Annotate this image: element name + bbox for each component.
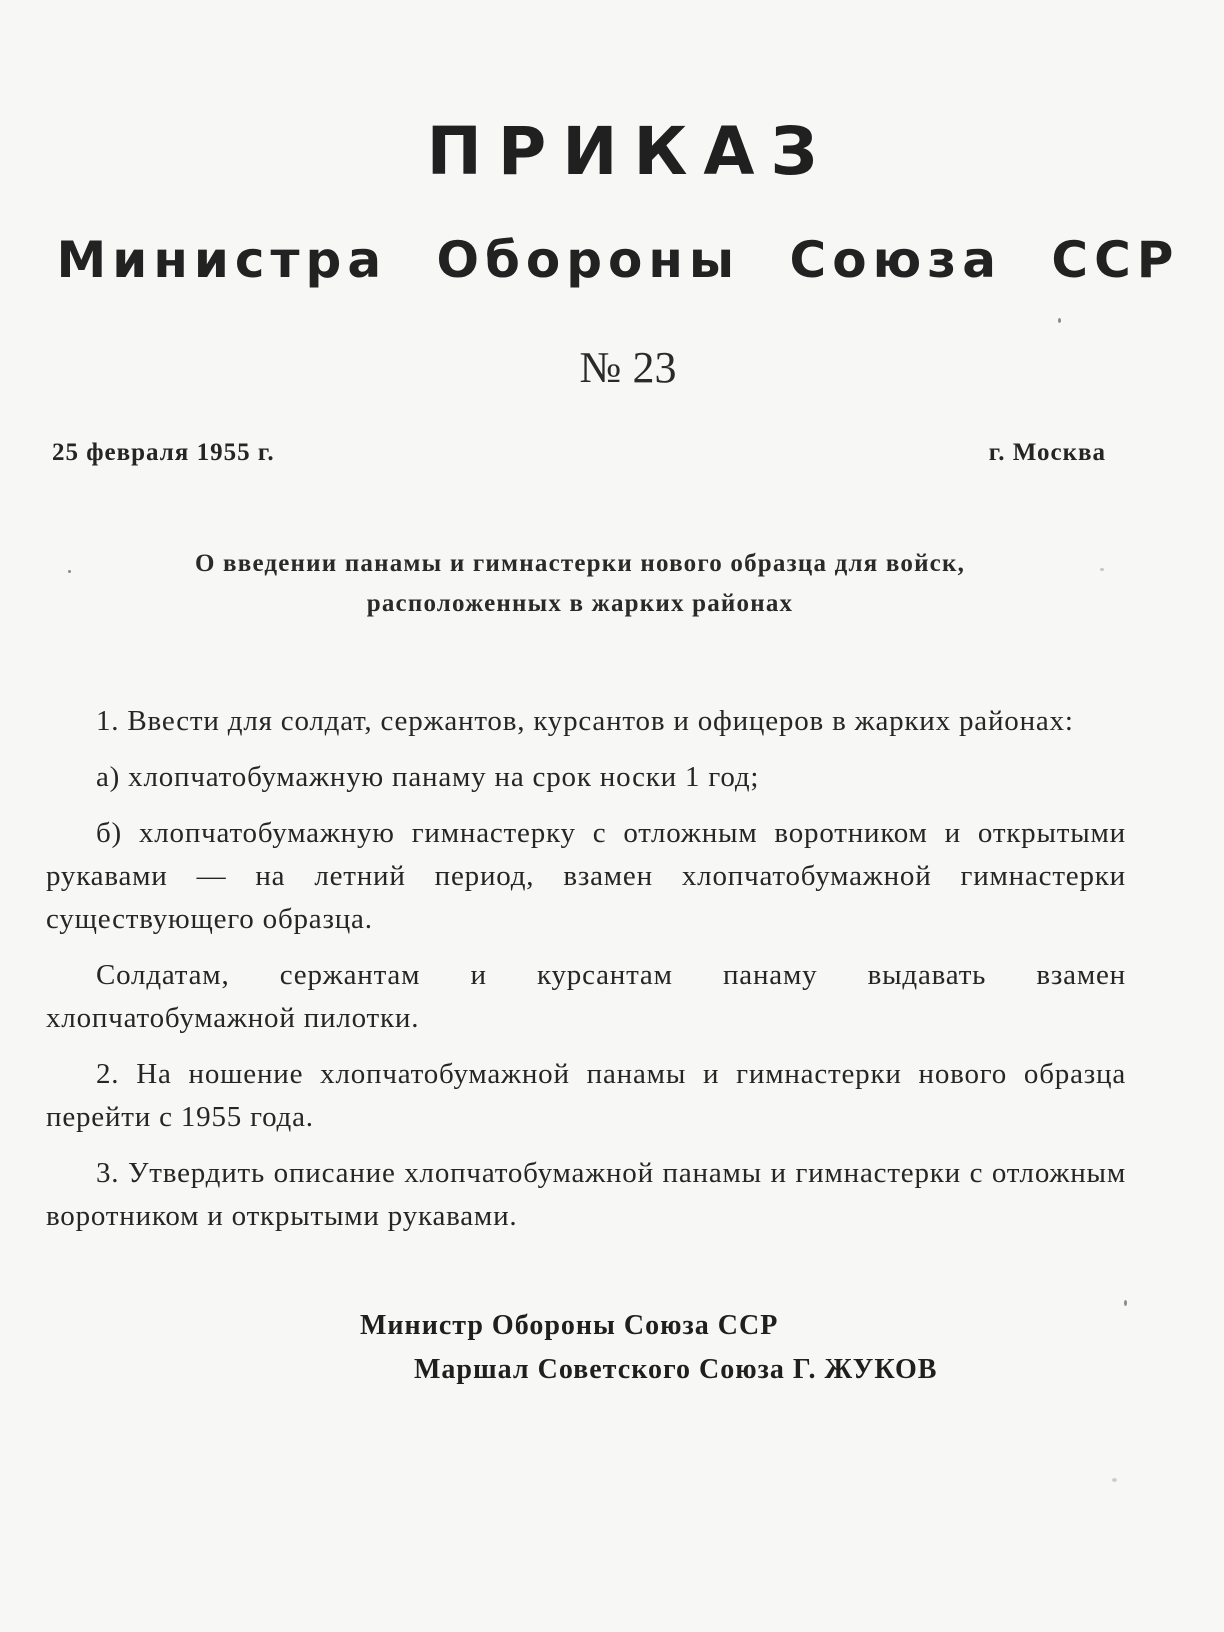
topic-line-2: расположенных в жарких районах (366, 590, 794, 617)
paragraph-3: 3. Утвердить описание хлопчатобумажной панамы и гимнастерки с отложным воротником и открытыми рукавами. (46, 1157, 1126, 1232)
paragraph-1: 1. Ввести для солдат, сержантов, курсантов и офицеров в жарких районах: (96, 705, 1074, 737)
order-date: 25 февраля 1955 г. (52, 439, 275, 466)
scan-speck (1124, 1300, 1127, 1306)
paragraph-1a: а) хлопчатобумажную панаму на срок носки 1 год; (96, 761, 760, 793)
topic-line-1: О введении панамы и гимнастерки нового образца для войск, (194, 550, 966, 577)
scan-speck (1112, 1478, 1117, 1482)
order-number: № 23 (579, 343, 677, 392)
document-subtitle: Министра Обороны Союза ССР (56, 231, 1180, 289)
signature-name: Маршал Советского Союза Г. ЖУКОВ (414, 1354, 938, 1385)
signature-position: Министр Обороны Союза ССР (360, 1310, 779, 1341)
paragraph-2: 2. На ношение хлопчатобумажной панамы и гимнастерки нового образца перейти с 1955 года. (46, 1058, 1126, 1133)
scan-speck (1100, 568, 1104, 571)
scan-speck (68, 570, 71, 573)
paragraph-1-note: Солдатам, сержантам и курсантам панаму выдавать взамен хлопчатобумажной пилотки. (46, 959, 1126, 1034)
order-body (46, 700, 1126, 1251)
scan-speck (1058, 318, 1061, 323)
order-topic (60, 544, 1100, 624)
document-title: ПРИКАЗ (426, 113, 834, 190)
paragraph-1b: б) хлопчатобумажную гимнастерку с отложным воротником и открытыми рукавами — на летний период, взамен хлопчатобумажной гимнастерки существующего образца. (46, 817, 1126, 935)
order-city: г. Москва (988, 439, 1106, 466)
